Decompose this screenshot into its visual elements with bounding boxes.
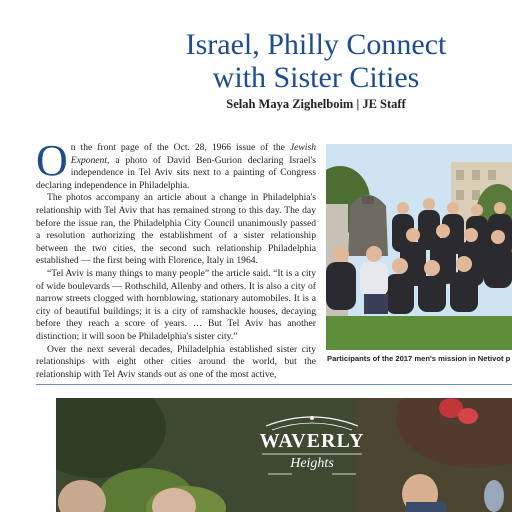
- byline: Selah Maya Zighelboim | JE Staff: [226, 97, 406, 111]
- waverly-heights-ad: [56, 398, 512, 512]
- article-paragraph-1: [36, 136, 316, 192]
- section-divider: [36, 384, 512, 385]
- p1-text-a: n the front page of the Oct. 28, 1966 issue of the: [70, 142, 290, 153]
- photo-caption: Participants of the 2017 men's mission in Netivot p: [327, 354, 511, 363]
- headline-line-1: Israel, Philly Connect: [185, 28, 447, 61]
- article-paragraph-2: The photos accompany an article about a change in Philadelphia's relationship with Tel Aviv that has remained strong to this day. The day before the issue ran, the Philadelphia City Council unanimously passed a resolution authorizing the establishment of a sister relationship between the two cities, the second such relationship Philadelphia established — the first being with Florence, Italy in 1964.: [36, 192, 316, 267]
- logo-subtitle: Heights: [290, 456, 334, 471]
- article-headline: [120, 28, 512, 94]
- article-body: [36, 136, 316, 381]
- p1-text-b: , a photo of David Ben-Gurion declaring Israel's independence in Tel Aviv sits next to a painting of Congress declaring independence in Philadelphia.: [36, 154, 316, 191]
- publication-name: Jewish Exponent: [70, 142, 316, 166]
- headline-line-2: with Sister Cities: [212, 61, 420, 94]
- drop-cap: O: [36, 136, 68, 185]
- article-paragraph-4: Over the next several decades, Philadelphia established sister city relationships with eight other cities around the world, but the relationship with Tel Aviv stands out as one of the most active,: [36, 343, 316, 380]
- logo-wordmark: WAVERLY: [259, 430, 365, 452]
- article-paragraph-3: “Tel Aviv is many things to many people” the article said. “It is a city of wide boulevards — Rothschild, Allenby and others. It is also a city of narrow streets clogged with hornblowing, stationary automobiles. It is a city of beautiful buildings; it is a city of ramshackle houses, decaying before they reach a score of years. … But Tel Aviv has another distinction; it will soon be Philadelphia's sister city.”: [36, 267, 316, 342]
- group-photo-illustration: [326, 144, 512, 350]
- mission-group-photo: [326, 144, 512, 350]
- waverly-heights-logo: [252, 404, 372, 490]
